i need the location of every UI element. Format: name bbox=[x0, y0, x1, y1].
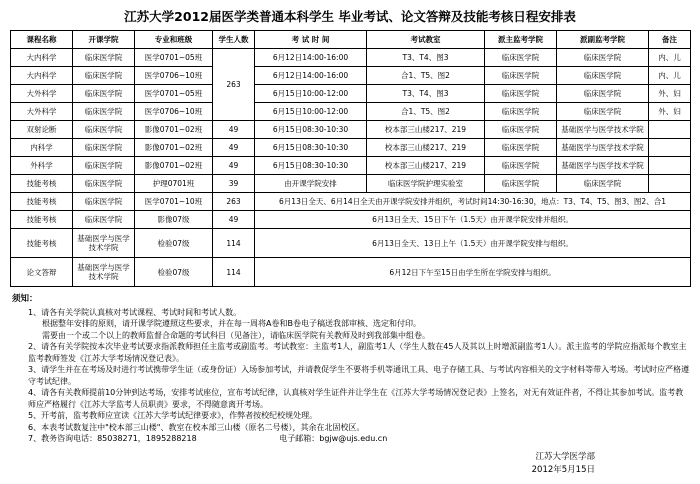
col-deputy: 派副监考学院 bbox=[557, 31, 649, 49]
col-count: 学生人数 bbox=[213, 31, 255, 49]
cell-time: 6月15日08:30-10:30 bbox=[255, 121, 367, 139]
cell-college: 临床医学院 bbox=[73, 121, 135, 139]
cell-course: 大外科学 bbox=[11, 103, 73, 121]
cell-course: 内科学 bbox=[11, 139, 73, 157]
table-row bbox=[11, 229, 691, 258]
cell-deputy: 基础医学与医学技术学院 bbox=[557, 139, 649, 157]
table-row bbox=[11, 49, 691, 67]
cell-major: 检验07级 bbox=[135, 258, 213, 287]
col-time: 考 试 时 间 bbox=[255, 31, 367, 49]
table-row bbox=[11, 67, 691, 85]
note-item-1: 1、请各有关学院认真核对考试课程、考试时间和考试人数。 bbox=[28, 307, 242, 317]
cell-room: T3、T4、图3 bbox=[367, 85, 485, 103]
cell-remark bbox=[649, 121, 691, 139]
cell-course: 外科学 bbox=[11, 157, 73, 175]
cell-college: 临床医学院 bbox=[73, 103, 135, 121]
table-row bbox=[11, 175, 691, 193]
cell-college: 基础医学与医学技术学院 bbox=[73, 258, 135, 287]
cell-major: 医学0706~10班 bbox=[135, 103, 213, 121]
table-header-row bbox=[11, 31, 691, 49]
cell-remark bbox=[649, 157, 691, 175]
email-value[interactable]: bgjw@ujs.edu.cn bbox=[319, 434, 388, 443]
note-item-1b: 需要由一个或二个以上的教师监督合命题的考试科目（见备注），请临床医学院有关教师及时到我部集中组卷。 bbox=[42, 330, 430, 340]
cell-major: 护理0701班 bbox=[135, 175, 213, 193]
cell-time: 6月13日全天、13日上午（1.5天）由开课学院安排与组织。 bbox=[255, 229, 691, 258]
signature-block bbox=[10, 451, 690, 477]
cell-room: 校本部三山楼217、219 bbox=[367, 121, 485, 139]
cell-count: 114 bbox=[213, 229, 255, 258]
cell-course: 双射论断 bbox=[11, 121, 73, 139]
cell-time: 6月13日全天、15日下午（1.5天）由开课学院安排并组织。 bbox=[255, 211, 691, 229]
table-row bbox=[11, 258, 691, 287]
cell-count: 49 bbox=[213, 139, 255, 157]
cell-remark: 内、儿 bbox=[649, 49, 691, 67]
cell-time: 6月15日10:00-12:00 bbox=[255, 103, 367, 121]
cell-remark: 外、妇 bbox=[649, 85, 691, 103]
cell-chief: 临床医学院 bbox=[485, 85, 557, 103]
col-chief: 派主监考学院 bbox=[485, 31, 557, 49]
cell-chief: 临床医学院 bbox=[485, 139, 557, 157]
table-row bbox=[11, 211, 691, 229]
cell-college: 临床医学院 bbox=[73, 85, 135, 103]
cell-major: 影像0701~02班 bbox=[135, 157, 213, 175]
cell-count: 263 bbox=[213, 193, 255, 211]
cell-time: 6月13日全天、6月14日全天由开课学院安排并组织，考试时间14:30-16:30，地点：T3、T4、T5、图3、图2、合1 bbox=[255, 193, 691, 211]
table-row bbox=[11, 157, 691, 175]
cell-count: 49 bbox=[213, 211, 255, 229]
cell-college: 临床医学院 bbox=[73, 193, 135, 211]
cell-chief: 临床医学院 bbox=[485, 121, 557, 139]
cell-deputy: 基础医学与医学技术学院 bbox=[557, 121, 649, 139]
cell-course: 技能考核 bbox=[11, 229, 73, 258]
cell-course: 技能考核 bbox=[11, 211, 73, 229]
col-room: 考试教室 bbox=[367, 31, 485, 49]
cell-room: 合1、T5、图2 bbox=[367, 103, 485, 121]
note-item-2: 2、请各有关学院按本次毕业考试要求指派教师担任主监考或副监考。考试教室：主监考1人，副监考1人（学生人数在45人及其以上时增派副监考1人）。派主监考的学院应指派每个教室主监考教师签发《江苏大学考场情况登记表》。 bbox=[28, 342, 687, 363]
cell-remark: 内、儿 bbox=[649, 67, 691, 85]
cell-college: 临床医学院 bbox=[73, 211, 135, 229]
cell-course: 大外科学 bbox=[11, 85, 73, 103]
cell-remark bbox=[649, 139, 691, 157]
contact-row bbox=[12, 433, 690, 445]
cell-course: 论文答辩 bbox=[11, 258, 73, 287]
note-item-7: 7、教务咨询电话：85038271，1895288218 bbox=[28, 434, 197, 443]
page-title: 江苏大学2012届医学类普通本科学生 毕业考试、论文答辩及技能考核日程安排表 bbox=[124, 9, 576, 24]
signature-date: 2012年5月15日 bbox=[531, 464, 595, 475]
cell-chief: 临床医学院 bbox=[485, 67, 557, 85]
cell-count: 49 bbox=[213, 121, 255, 139]
cell-remark bbox=[649, 175, 691, 193]
cell-count: 114 bbox=[213, 258, 255, 287]
cell-college: 临床医学院 bbox=[73, 67, 135, 85]
cell-college: 临床医学院 bbox=[73, 175, 135, 193]
col-college: 开课学院 bbox=[73, 31, 135, 49]
cell-deputy: 基础医学与医学技术学院 bbox=[557, 157, 649, 175]
cell-deputy: 临床医学院 bbox=[557, 103, 649, 121]
cell-chief: 临床医学院 bbox=[485, 175, 557, 193]
note-item-5: 5、开考前，监考教师应宣读《江苏大学考试纪律要求》，作弊者按校纪校规处理。 bbox=[28, 411, 318, 420]
note-item-4: 4、请各有关教师提前10分钟到达考场，安排考试座位，宣布考试纪律，认真核对学生证件并让学生在《江苏大学考场情况登记表》上签名，对无有效证件者，不得让其参加考试。监考教师应严格履行《江苏大学监考人员职责》要求，不得随意离开考场。 bbox=[28, 388, 684, 409]
cell-course: 技能考核 bbox=[11, 175, 73, 193]
cell-major: 医学0701~05班 bbox=[135, 85, 213, 103]
cell-chief: 临床医学院 bbox=[485, 103, 557, 121]
schedule-table bbox=[10, 30, 691, 287]
cell-college: 临床医学院 bbox=[73, 157, 135, 175]
table-row bbox=[11, 103, 691, 121]
cell-major: 影像07级 bbox=[135, 211, 213, 229]
cell-time: 6月15日08:30-10:30 bbox=[255, 139, 367, 157]
cell-course: 技能考核 bbox=[11, 193, 73, 211]
table-row bbox=[11, 85, 691, 103]
table-row bbox=[11, 193, 691, 211]
email-label: 电子邮箱： bbox=[279, 434, 320, 443]
cell-major: 医学0701~10班 bbox=[135, 193, 213, 211]
notes-heading: 须知： bbox=[12, 294, 38, 304]
signature-org: 江苏大学医学部 bbox=[535, 451, 595, 462]
cell-time: 由开课学院安排 bbox=[255, 175, 367, 193]
cell-course: 大内科学 bbox=[11, 67, 73, 85]
cell-deputy: 临床医学院 bbox=[557, 85, 649, 103]
cell-room: T3、T4、图3 bbox=[367, 49, 485, 67]
cell-room: 校本部三山楼217、219 bbox=[367, 157, 485, 175]
note-item-1a: 根据整年安排的原则，请开课学院遵照这些要求，并在每一周将A卷和B卷电子稿送我部审核、选定和付印。 bbox=[42, 319, 421, 328]
cell-chief: 临床医学院 bbox=[485, 49, 557, 67]
cell-college: 临床医学院 bbox=[73, 139, 135, 157]
cell-chief: 临床医学院 bbox=[485, 157, 557, 175]
cell-count: 39 bbox=[213, 175, 255, 193]
cell-deputy: 临床医学院 bbox=[557, 49, 649, 67]
cell-count: 49 bbox=[213, 157, 255, 175]
cell-major: 影像0701~02班 bbox=[135, 121, 213, 139]
cell-count: 263 bbox=[213, 49, 255, 121]
table-row bbox=[11, 121, 691, 139]
cell-remark: 外、妇 bbox=[649, 103, 691, 121]
note-item-6: 6、本表考试数复注中"校本部三山楼"、教室在校本部三山楼（原名二号楼），其余在北固校区。 bbox=[28, 422, 365, 432]
cell-time: 6月12日14:00-16:00 bbox=[255, 67, 367, 85]
cell-time: 6月15日08:30-10:30 bbox=[255, 157, 367, 175]
cell-major: 医学0706~10班 bbox=[135, 67, 213, 85]
notes-section bbox=[12, 294, 690, 445]
cell-college: 临床医学院 bbox=[73, 49, 135, 67]
note-item-3: 3、请学生并在在考场及时进行考试携带学生证（或身份证）入场参加考试，并请教促学生不要将手机等通讯工具、电子存储工具、与考试内容相关的文字材料等带入考场。考试时应严格遵守考试纪律。 bbox=[28, 365, 690, 386]
cell-room: 临床医学院护理实验室 bbox=[367, 175, 485, 193]
cell-major: 医学0701~05班 bbox=[135, 49, 213, 67]
cell-deputy: 临床医学院 bbox=[557, 175, 649, 193]
col-major: 专业和班级 bbox=[135, 31, 213, 49]
cell-course: 大内科学 bbox=[11, 49, 73, 67]
cell-time: 6月12日下午至15日由学生所在学院安排与组织。 bbox=[255, 258, 691, 287]
cell-major: 影像0701~02班 bbox=[135, 139, 213, 157]
cell-room: 合1、T5、图2 bbox=[367, 67, 485, 85]
cell-major: 检验07级 bbox=[135, 229, 213, 258]
cell-room: 校本部三山楼217、219 bbox=[367, 139, 485, 157]
cell-college: 基础医学与医学技术学院 bbox=[73, 229, 135, 258]
table-row bbox=[11, 139, 691, 157]
col-remark: 备注 bbox=[649, 31, 691, 49]
cell-time: 6月12日14:00-16:00 bbox=[255, 49, 367, 67]
cell-time: 6月15日10:00-12:00 bbox=[255, 85, 367, 103]
cell-deputy: 临床医学院 bbox=[557, 67, 649, 85]
col-course: 课程名称 bbox=[11, 31, 73, 49]
